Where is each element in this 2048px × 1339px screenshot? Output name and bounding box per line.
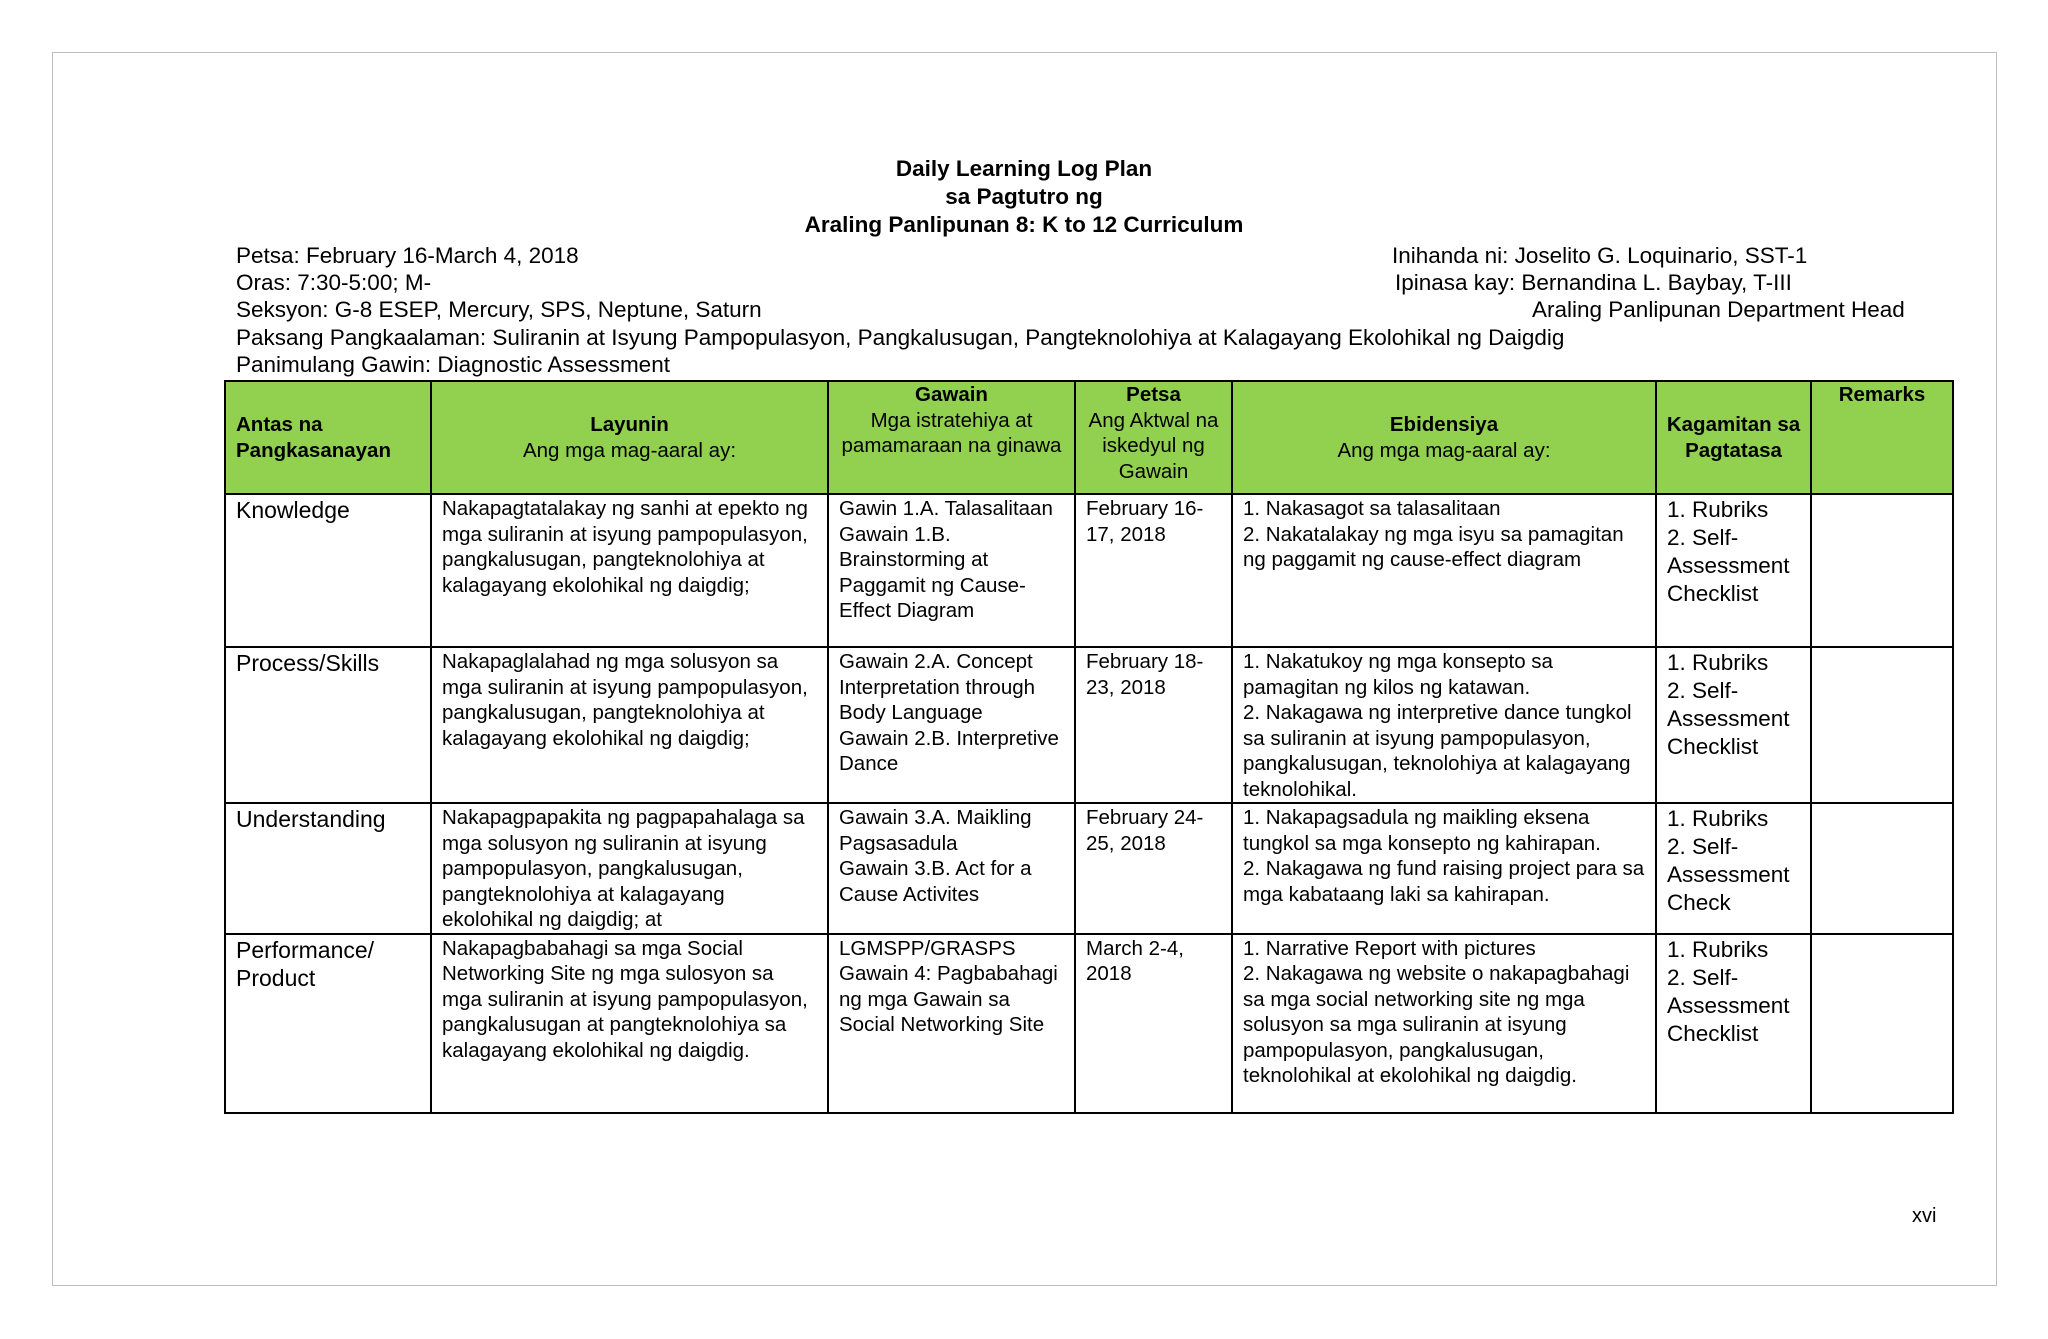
gawain-line: Gawain 3.B. Act for a Cause Activites	[839, 857, 1032, 906]
ebidensiya-line: 2. Nakatalakay ng mga isyu sa pamagitan ng paggamit ng cause-effect diagram	[1243, 522, 1624, 571]
title-line-1: Daily Learning Log Plan	[895, 156, 1153, 181]
cell-remarks	[1811, 494, 1953, 647]
meta-oras: Oras: 7:30-5:00; M-	[236, 270, 432, 295]
gawain-line: Gawain 2.B. Interpretive Dance	[839, 726, 1059, 775]
cell-antas: Performance/ Product	[225, 934, 431, 1113]
cell-remarks	[1811, 647, 1953, 803]
cell-ebidensiya	[1232, 647, 1656, 803]
cell-ebidensiya	[1232, 494, 1656, 647]
header-ebidensiya-title: Ebidensiya	[1389, 413, 1499, 436]
table-row	[225, 934, 1953, 1113]
meta-petsa: Petsa: February 16-March 4, 2018	[236, 243, 579, 268]
title-line-2: sa Pagtutro ng	[945, 184, 1103, 209]
kagamitan-line: 2. Self-Assessment Checklist	[1667, 678, 1790, 759]
cell-antas: Understanding	[225, 803, 431, 934]
cell-petsa: February 18-23, 2018	[1075, 647, 1232, 803]
header-layunin	[431, 381, 828, 494]
cell-gawain	[828, 934, 1075, 1113]
cell-ebidensiya	[1232, 803, 1656, 934]
header-petsa-title: Petsa	[1126, 383, 1181, 406]
header-petsa-sub: Ang Aktwal na iskedyul ng Gawain	[1088, 408, 1219, 483]
gawain-line: Gawain 1.B. Brainstorming at Paggamit ng Cause-Effect Diagram	[839, 522, 1026, 622]
header-petsa	[1075, 381, 1232, 494]
cell-gawain	[828, 494, 1075, 647]
cell-ebidensiya	[1232, 934, 1656, 1113]
ebidensiya-line: 1. Nakasagot sa talasalitaan	[1243, 497, 1501, 520]
kagamitan-line: 1. Rubriks	[1667, 497, 1769, 522]
cell-kagamitan	[1656, 803, 1811, 934]
meta-department: Araling Panlipunan Department Head	[1532, 297, 1905, 322]
header-gawain-title: Gawain	[915, 383, 988, 406]
cell-petsa: February 24-25, 2018	[1075, 803, 1232, 934]
meta-seksyon: Seksyon: G-8 ESEP, Mercury, SPS, Neptune, Saturn	[236, 297, 762, 322]
gawain-line: Gawain 4: Pagbabahagi ng mga Gawain sa Social Networking Site	[839, 962, 1058, 1036]
document-title	[0, 155, 2048, 239]
header-kagamitan	[1656, 381, 1811, 494]
kagamitan-line: 1. Rubriks	[1667, 650, 1769, 675]
cell-kagamitan	[1656, 647, 1811, 803]
cell-antas: Process/Skills	[225, 647, 431, 803]
header-remarks-title: Remarks	[1838, 383, 1926, 406]
cell-antas: Knowledge	[225, 494, 431, 647]
gawain-line: LGMSPP/GRASPS	[839, 936, 1016, 960]
kagamitan-line: 1. Rubriks	[1667, 936, 1769, 962]
cell-kagamitan	[1656, 494, 1811, 647]
ebidensiya-line: 1. Narrative Report with pictures	[1243, 936, 1536, 960]
header-antas	[225, 381, 431, 494]
cell-layunin: Nakapaglalahad ng mga solusyon sa mga suliranin at isyung pampopulasyon, pangkalusugan, pangteknolohiya at kalagayang ekolohikal ng daigdig;	[431, 647, 828, 803]
meta-panimula: Panimulang Gawin: Diagnostic Assessment	[236, 352, 670, 377]
header-ebidensiya-sub: Ang mga mag-aaral ay:	[1337, 438, 1551, 462]
ebidensiya-line: 1. Nakatukoy ng mga konsepto sa pamagitan ng kilos ng katawan.	[1243, 650, 1553, 699]
header-remarks	[1811, 381, 1953, 494]
ebidensiya-line: 1. Nakapagsadula ng maikling eksena tungkol sa mga konsepto ng kahirapan.	[1243, 806, 1601, 855]
cell-layunin: Nakapagtatalakay ng sanhi at epekto ng mga suliranin at isyung pampopulasyon, pangkalusugan, pangteknolohiya at kalagayang ekolohikal ng daigdig;	[431, 494, 828, 647]
gawain-line: Gawin 1.A. Talasalitaan	[839, 497, 1053, 520]
gawain-line: Gawain 3.A. Maikling Pagsasadula	[839, 806, 1032, 855]
cell-remarks	[1811, 803, 1953, 934]
ebidensiya-line: 2. Nakagawa ng website o nakapagbahagi sa mga social networking site ng mga solusyon sa mga suliranin at isyung pampopulasyon, pangkalusugan, teknolohikal at ekolohikal ng daigdig.	[1243, 962, 1630, 1087]
table-row	[225, 803, 1953, 934]
header-ebidensiya	[1232, 381, 1656, 494]
table-header-row	[225, 381, 1953, 494]
table-row	[225, 494, 1953, 647]
table-row	[225, 647, 1953, 803]
gawain-line: Gawain 2.A. Concept Interpretation through Body Language	[839, 650, 1036, 724]
header-layunin-sub: Ang mga mag-aaral ay:	[522, 438, 737, 462]
kagamitan-line: 2. Self-Assessment Check	[1667, 834, 1790, 915]
learning-log-table	[224, 380, 1954, 1114]
cell-layunin: Nakapagbabahagi sa mga Social Networking Site ng mga sulosyon sa mga suliranin at isyung pampopulasyon, pangkalusugan at pangteknolohiya sa kalagayang ekolohikal ng daigdig.	[431, 934, 828, 1113]
cell-petsa: February 16-17, 2018	[1075, 494, 1232, 647]
cell-layunin: Nakapagpapakita ng pagpapahalaga sa mga solusyon ng suliranin at isyung pampopulasyon, pangkalusugan, pangteknolohiya at kalagayang ekolohikal ng daigdig; at	[431, 803, 828, 934]
meta-inihanda: Inihanda ni: Joselito G. Loquinario, SST-1	[1392, 243, 1808, 268]
ebidensiya-line: 2. Nakagawa ng interpretive dance tungkol sa suliranin at isyung pampopulasyon, pangkalusugan, teknolohiya at kalagayang teknolohikal.	[1243, 701, 1632, 801]
cell-gawain	[828, 647, 1075, 803]
header-kagamitan-title: Kagamitan sa Pagtatasa	[1666, 413, 1801, 462]
page-number: xvi	[1912, 1205, 1937, 1227]
kagamitan-line: 1. Rubriks	[1667, 806, 1769, 831]
ebidensiya-line: 2. Nakagawa ng fund raising project para sa mga kabataang laki sa kahirapan.	[1243, 857, 1645, 906]
meta-paksa: Paksang Pangkaalaman: Suliranin at Isyung Pampopulasyon, Pangkalusugan, Pangteknolohiya at Kalagayang Ekolohikal ng Daigdig	[236, 325, 1565, 350]
header-antas-title: Antas na Pangkasanayan	[236, 413, 391, 462]
cell-remarks	[1811, 934, 1953, 1113]
kagamitan-line: 2. Self-Assessment Checklist	[1667, 964, 1790, 1046]
header-gawain-sub: Mga istratehiya at pamamaraan na ginawa	[841, 408, 1062, 457]
header-layunin-title: Layunin	[590, 413, 669, 436]
cell-gawain	[828, 803, 1075, 934]
header-gawain	[828, 381, 1075, 494]
cell-petsa: March 2-4, 2018	[1075, 934, 1232, 1113]
title-line-3: Araling Panlipunan 8: K to 12 Curriculum	[804, 212, 1244, 237]
kagamitan-line: 2. Self-Assessment Checklist	[1667, 525, 1790, 606]
cell-kagamitan	[1656, 934, 1811, 1113]
meta-ipinasa: Ipinasa kay: Bernandina L. Baybay, T-III	[1395, 270, 1792, 295]
